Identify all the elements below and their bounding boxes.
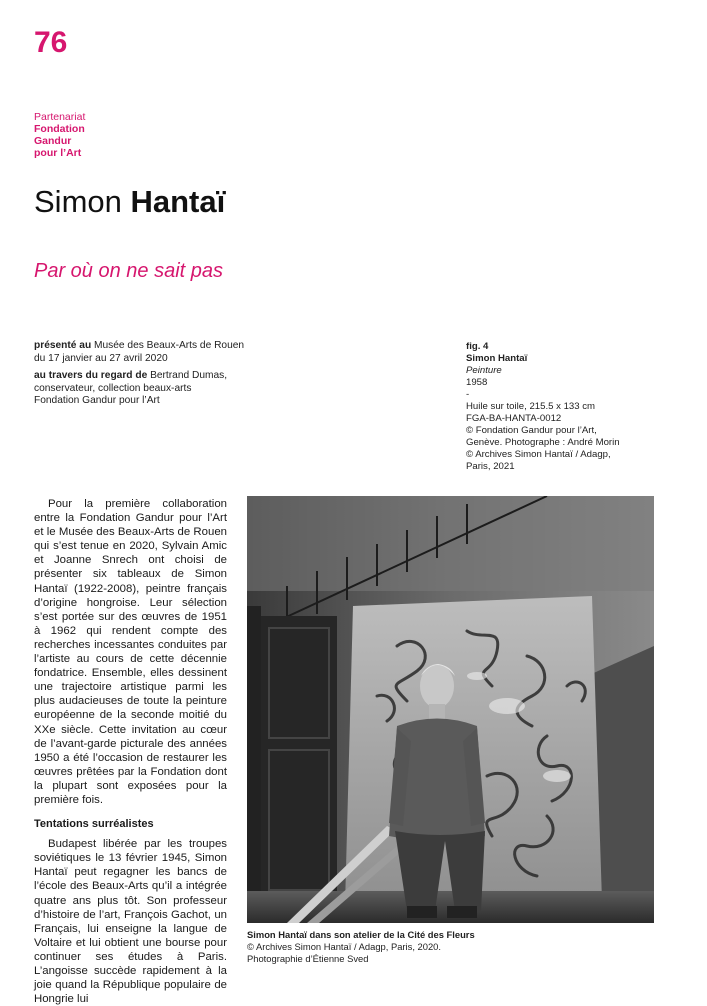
figure-year: 1958 <box>466 377 488 388</box>
exhibition-subtitle: Par où on ne sait pas <box>34 260 224 282</box>
figure-inventory: FGA-BA-HANTA-0012 <box>466 413 562 424</box>
partner-org-line: Fondation <box>34 123 85 135</box>
article-title <box>34 184 225 220</box>
body-paragraph-2: Budapest libérée par les troupes soviétiques le 13 février 1945, Simon Hantaï peut regagner les bancs de l’école des Beaux-Arts qu’il a intégrée quatre ans plus tôt. Son professeur d’histoire de l’art, François Gachot, un Français, lui enseigne la langue de Voltaire et lui obtient une bourse pour continuer ses études à Paris. L’angoisse succède rapidement à la joie quand la République populaire de Hongrie lui <box>34 838 227 1006</box>
figure-artist: Simon Hantaï <box>466 353 528 364</box>
title-last-name: Hantaï <box>130 184 226 219</box>
partner-org-line: pour l’Art <box>34 147 82 159</box>
figure-dash: - <box>466 389 470 400</box>
figure-work-title: Peinture <box>466 365 502 376</box>
curator-org: Fondation Gandur pour l’Art <box>34 395 160 406</box>
figure-credit-line: Genève. Photographe : André Morin <box>466 437 620 448</box>
caption-title: Simon Hantaï dans son atelier de la Cité des Fleurs <box>247 929 475 940</box>
through-label: au travers du regard de <box>34 370 148 381</box>
curator-role: conservateur, collection beaux-arts <box>34 382 192 394</box>
through-value: Bertrand Dumas, <box>147 370 228 381</box>
section-heading: Tentations surréalistes <box>34 818 154 831</box>
presented-label: présenté au <box>34 340 92 351</box>
exhibition-meta <box>34 340 294 413</box>
studio-photograph <box>247 496 654 923</box>
photo-caption <box>247 929 667 965</box>
figure-credit-line: © Fondation Gandur pour l’Art, <box>466 425 597 436</box>
caption-credit: © Archives Simon Hantaï / Adagp, Paris, 2020. <box>247 941 441 952</box>
page-number: 76 <box>34 26 68 59</box>
body-text <box>34 497 227 1006</box>
exhibition-dates: du 17 janvier au 27 avril 2020 <box>34 352 168 364</box>
body-paragraph-1: Pour la première collaboration entre la Fondation Gandur pour l’Art et le Musée des Beaux-Arts de Rouen qui s’est tenue en 2020, Sylvain Amic et Joanne Snrech ont choisi de présenter six tableaux de Simon Hantaï (1922-2008), peintre français d’origine hongroise. Leur sélection s’est portée sur des œuvres de 1951 à 1962 qui rendent compte des recherches incessantes conduites par l’artiste au cours de cette décennie fondatrice. Ensemble, elles dessinent une trajectoire artistique parmi les plus audacieuses de toute la peinture européenne de la seconde moitié du XXe siècle. Cette invitation au cœur de l’avant-garde picturale des années 1950 a été l’occasion de restaurer les œuvres prêtées par la Fondation dont la plupart sont exposées pour la première fois. <box>34 498 227 806</box>
figure-credit-line: Paris, 2021 <box>466 461 515 472</box>
figure-credit-line: © Archives Simon Hantaï / Adagp, <box>466 449 611 460</box>
title-first-name: Simon <box>34 184 131 219</box>
partner-label: Partenariat <box>34 111 86 123</box>
presented-value: Musée des Beaux-Arts de Rouen <box>91 340 245 351</box>
figure-medium: Huile sur toile, 215.5 x 133 cm <box>466 401 596 412</box>
figure-number: fig. 4 <box>466 341 489 352</box>
partner-org-line: Gandur <box>34 135 72 147</box>
figure-info <box>466 341 666 473</box>
caption-photographer: Photographie d’Étienne Sved <box>247 953 369 964</box>
partner-block <box>34 111 85 159</box>
